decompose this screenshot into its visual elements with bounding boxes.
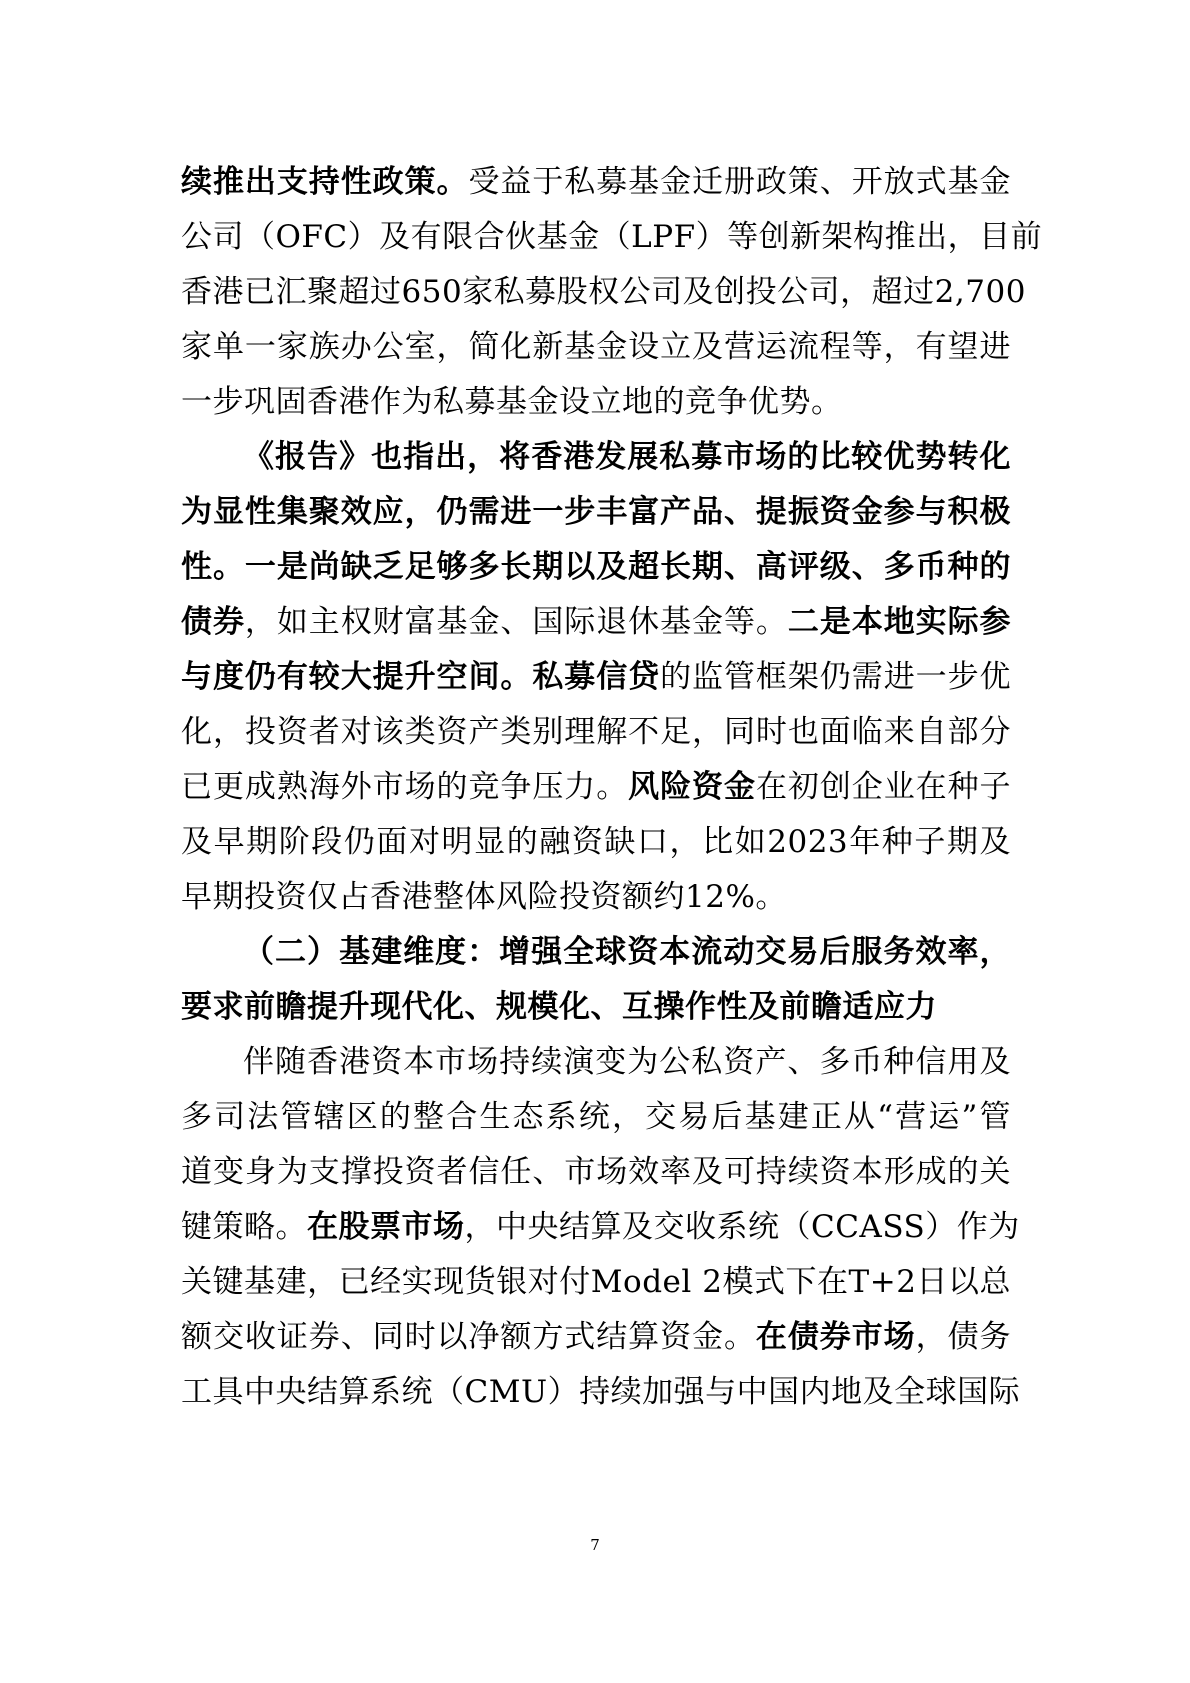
bold-text-run: 为显性集聚效应，仍需进一步丰富产品、提振资金参与积极 — [181, 494, 1011, 530]
text-run: 工具中央结算系统（CMU）持续加强与中国内地及全球国际 — [181, 1374, 1021, 1410]
text-run: 关键基建，已经实现货银对付Model 2模式下在T+2日以总 — [181, 1264, 1011, 1300]
text-run: 化，投资者对该类资产类别理解不足，同时也面临来自部分 — [181, 714, 1011, 750]
text-run: 及早期阶段仍面对明显的融资缺口，比如2023年种子期及 — [181, 824, 1011, 860]
text-run: 早期投资仅占香港整体风险投资额约12%。 — [181, 879, 787, 915]
text-line — [181, 1087, 1011, 1147]
text-run: ，中央结算及交收系统（CCASS）作为 — [464, 1209, 1020, 1245]
text-line — [181, 977, 1011, 1037]
text-line — [181, 1307, 1011, 1367]
text-run: 家单一家族办公室，简化新基金设立及营运流程等，有望进 — [181, 329, 1011, 365]
text-run: 多司法管辖区的整合生态系统，交易后基建正从“营运”管 — [181, 1099, 1011, 1135]
text-line — [181, 592, 1011, 652]
text-run: 在初创企业在种子 — [755, 769, 1012, 805]
text-line — [181, 372, 1011, 432]
bold-text-run: 续推出支持性政策。 — [181, 164, 469, 200]
bold-text-run: 风险资金 — [628, 769, 756, 805]
text-line — [181, 1252, 1011, 1312]
text-line — [181, 482, 1011, 542]
text-run: ，如主权财富基金、国际退休基金等。 — [244, 604, 788, 640]
text-run: 受益于私募基金迁册政策、开放式基金 — [468, 164, 1012, 200]
bold-text-run: 在债券市场 — [755, 1319, 916, 1355]
bold-text-run: 与度仍有较大提升空间。私募信贷 — [181, 659, 661, 695]
text-line — [243, 922, 1011, 982]
text-run: 的监管框架仍需进一步优 — [660, 659, 1012, 695]
text-line — [181, 207, 1043, 267]
text-line — [181, 867, 1011, 927]
bold-text-run: 性。一是尚缺乏足够多长期以及超长期、高评级、多币种的 — [181, 549, 1011, 585]
text-line — [181, 647, 1011, 707]
text-run: 伴随香港资本市场持续演变为公私资产、多币种信用及 — [243, 1044, 1011, 1080]
text-line — [181, 152, 1011, 212]
text-run: 道变身为支撑投资者信任、市场效率及可持续资本形成的关 — [181, 1154, 1011, 1190]
text-run: 香港已汇聚超过650家私募股权公司及创投公司，超过2,700 — [181, 274, 1026, 310]
text-run: ，债务 — [915, 1319, 1012, 1355]
page-number: 7 — [590, 1536, 600, 1554]
text-line — [181, 1197, 1020, 1257]
text-line — [181, 537, 1011, 597]
text-run: 额交收证券、同时以净额方式结算资金。 — [181, 1319, 756, 1355]
text-line — [181, 262, 1026, 322]
bold-text-run: 债券 — [181, 604, 245, 640]
text-run: 公司（OFC）及有限合伙基金（LPF）等创新架构推出，目前 — [181, 219, 1043, 255]
text-line — [181, 812, 1011, 872]
text-line — [181, 1362, 1021, 1422]
text-line — [243, 427, 1011, 487]
bold-text-run: 要求前瞻提升现代化、规模化、互操作性及前瞻适应力 — [181, 989, 937, 1025]
bold-text-run: 在股票市场 — [307, 1209, 465, 1245]
text-run: 已更成熟海外市场的竞争压力。 — [181, 769, 629, 805]
text-line — [181, 317, 1011, 377]
text-run: 键策略。 — [181, 1209, 307, 1245]
text-line — [243, 1032, 1011, 1092]
text-line — [181, 757, 1011, 817]
text-line — [181, 702, 1011, 762]
bold-text-run: 《报告》也指出，将香港发展私募市场的比较优势转化 — [243, 439, 1011, 475]
text-line — [181, 1142, 1011, 1202]
bold-text-run: （二）基建维度：增强全球资本流动交易后服务效率， — [243, 934, 1011, 970]
text-run: 一步巩固香港作为私募基金设立地的竞争优势。 — [181, 384, 843, 420]
bold-text-run: 二是本地实际参 — [787, 604, 1012, 640]
